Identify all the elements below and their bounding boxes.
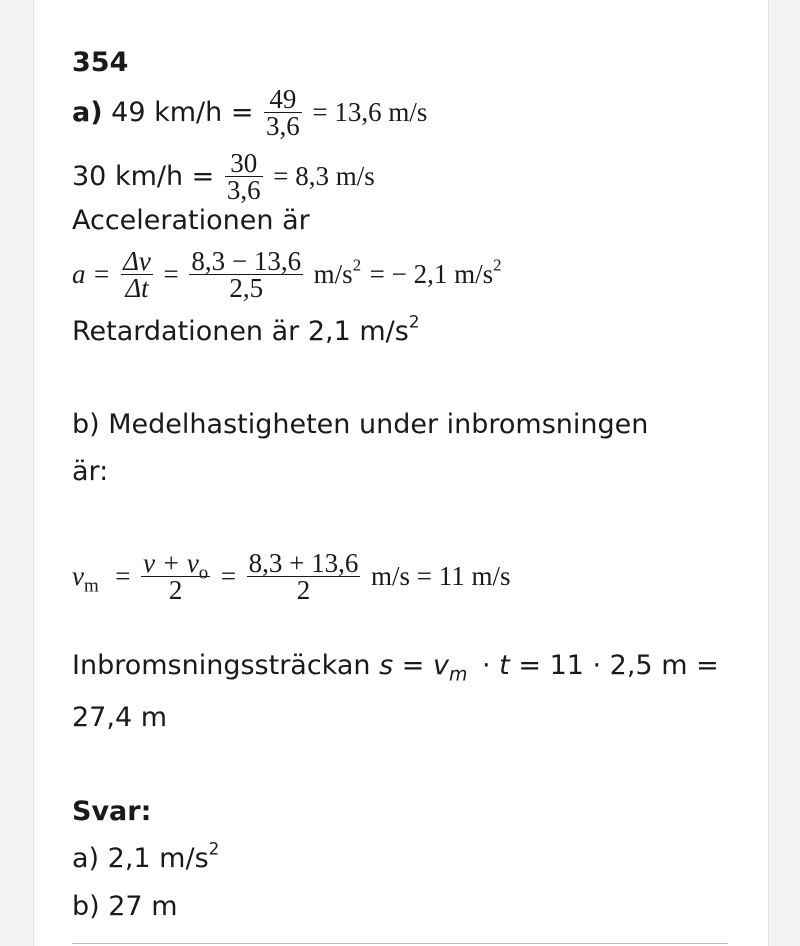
accel-frac1-denominator: Δt bbox=[125, 273, 149, 303]
speed2-numerator: 30 bbox=[225, 150, 263, 177]
part-a-speed2 bbox=[72, 150, 375, 203]
accel-lhs: a = bbox=[72, 259, 111, 289]
speed1-denominator: 3,6 bbox=[266, 111, 300, 141]
speed2-fraction bbox=[225, 150, 263, 203]
vm-fraction-2 bbox=[247, 550, 361, 603]
vm-result: m/s = 11 m/s bbox=[371, 561, 511, 591]
accel-equals: = bbox=[163, 259, 179, 289]
vm-frac1-numerator: $v + v_o$ bbox=[143, 548, 209, 584]
distance-text: Inbromsningssträckan bbox=[72, 650, 371, 681]
part-a-label: a) bbox=[72, 97, 103, 128]
answer-b: b) 27 m bbox=[72, 891, 178, 922]
distance-line: Inbromsningssträckan $s = v_m \cdot t = 11 \cdot 2,5$ m = bbox=[72, 650, 719, 686]
bottom-divider bbox=[72, 943, 728, 944]
accel-frac2-denominator: 2,5 bbox=[229, 273, 264, 303]
accel-unit: $m/s^2$ bbox=[313, 255, 362, 289]
speed1-fraction bbox=[264, 86, 302, 139]
vm-frac1-denominator: 2 bbox=[168, 575, 183, 605]
answer-heading: Svar: bbox=[72, 796, 152, 827]
speed2-denominator: 3,6 bbox=[226, 175, 261, 205]
speed1-result: = 13,6 m/s bbox=[312, 97, 428, 127]
speed2-label: 30 km/h = bbox=[72, 161, 215, 192]
vm-frac2-numerator: 8,3 + 13,6 bbox=[248, 548, 359, 578]
vm-frac2-denominator: 2 bbox=[296, 575, 311, 605]
answer-a: a) 2,1 $m/s^2$ bbox=[72, 838, 220, 874]
vm-equation bbox=[72, 550, 511, 603]
vm-equals-2: = bbox=[220, 561, 237, 591]
part-a-speed1 bbox=[72, 86, 427, 139]
accel-result: = − 2,1 $m/s^2$ bbox=[369, 255, 502, 289]
speed2-result: = 8,3 m/s bbox=[273, 161, 375, 191]
part-b-line1: b) Medelhastigheten under inbromsningen bbox=[72, 409, 649, 440]
vm-fraction-1 bbox=[141, 550, 210, 603]
speed1-numerator: 49 bbox=[264, 86, 302, 113]
vm-symbol: $v_m$ bbox=[72, 561, 99, 597]
accel-fraction-1 bbox=[121, 248, 153, 301]
accel-frac1-numerator: Δv bbox=[123, 246, 151, 276]
problem-number: 354 bbox=[72, 47, 129, 78]
distance-vm: $v_m$ bbox=[433, 650, 468, 686]
accel-fraction-2 bbox=[189, 248, 303, 301]
accel-frac2-numerator: 8,3 − 13,6 bbox=[191, 246, 302, 276]
accel-intro: Accelerationen är bbox=[72, 205, 310, 236]
vm-equals: = bbox=[115, 561, 131, 591]
distance-value: 27,4 m bbox=[72, 702, 168, 733]
speed1-label: 49 km/h = bbox=[111, 97, 254, 128]
accel-equation bbox=[72, 248, 502, 301]
part-b-line2: är: bbox=[72, 456, 109, 487]
retardation-line: Retardationen är 2,1 $m/s^2$ bbox=[72, 311, 420, 347]
